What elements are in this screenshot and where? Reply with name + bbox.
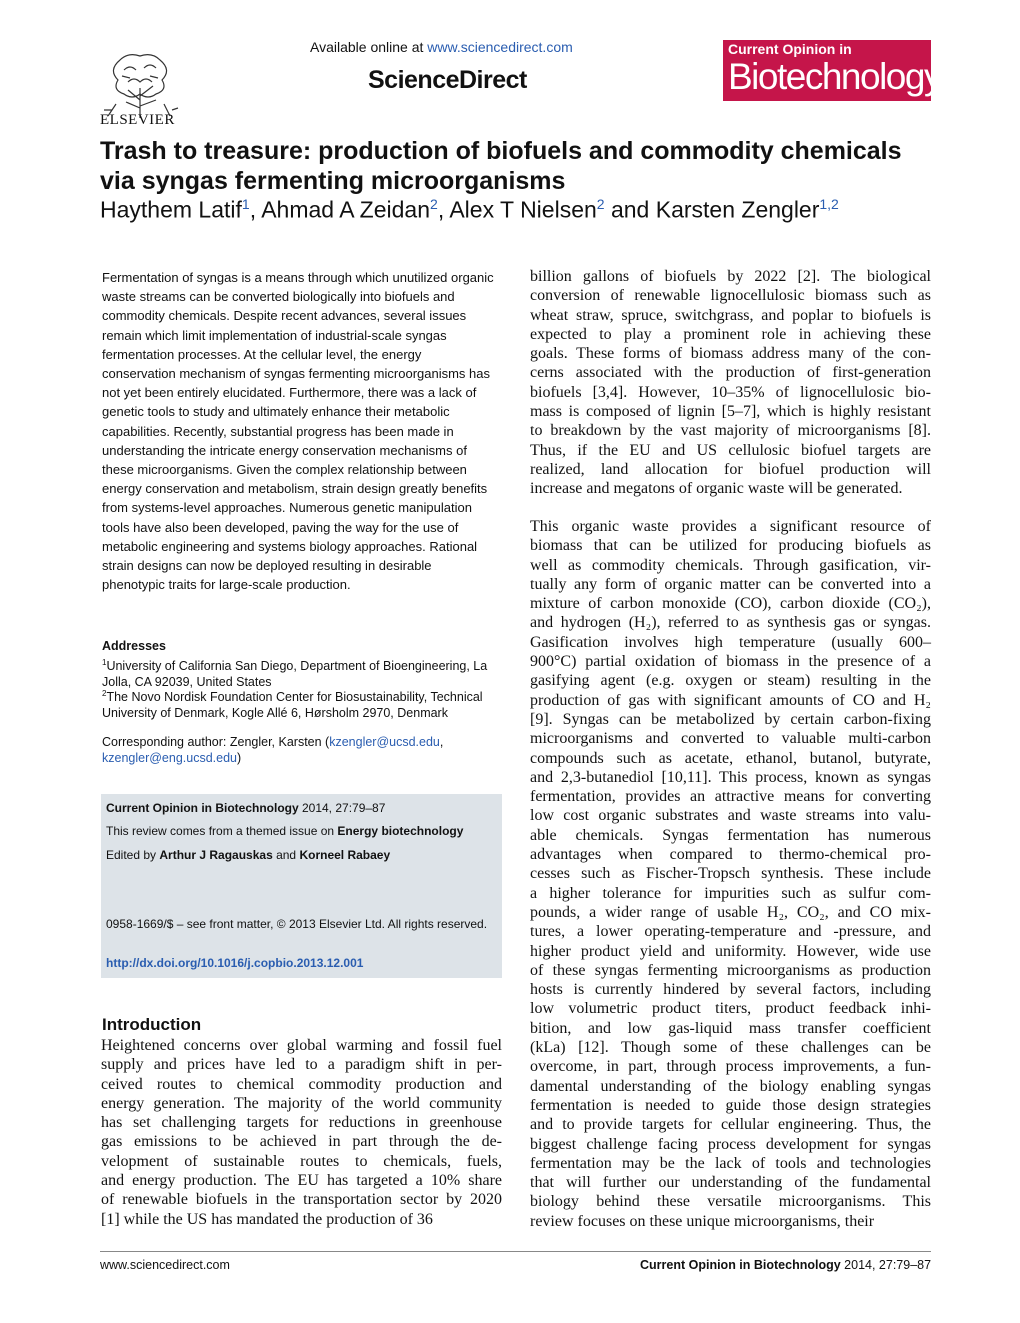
- text-line: gasifying agent (e.g. oxygen or steam) resulting in the: [530, 672, 931, 690]
- journal-banner-line2: Biotechnology: [728, 56, 941, 97]
- author-separator: ,: [249, 196, 262, 223]
- text-line: microorganisms and converted to valuable multi-carbon: [530, 730, 931, 748]
- editor-name: Arthur J Ragauskas: [159, 848, 273, 862]
- author-name: Ahmad A Zeidan: [261, 196, 431, 223]
- text-line: and energy production. The EU has targeted a 10% share: [101, 1172, 502, 1190]
- text-line: realized, land allocation for biofuel production will: [530, 460, 931, 478]
- text-line: able chemicals. Syngas fermentation has numerous: [530, 826, 931, 844]
- text-line: has set challenging targets for reductions in greenhouse: [101, 1114, 502, 1132]
- text-line: increase and megatons of organic waste will be generated.: [530, 480, 903, 498]
- footer-citation-details: 2014, 27:79–87: [840, 1258, 932, 1272]
- author-name: Karsten Zengler: [655, 196, 820, 223]
- text-line: biomass that can be utilized for producing biofuels as: [530, 537, 931, 555]
- text-line: cesses such as Fischer-Tropsch synthesis. These include: [530, 865, 931, 883]
- footer-journal: Current Opinion in Biotechnology: [640, 1258, 841, 1272]
- themed-issue: [106, 823, 498, 839]
- text-line: wheat straw, spruce, switchgrass, and poplar to biofuels is: [530, 306, 931, 324]
- text-line: review focuses on these unique microorganisms, their: [530, 1212, 875, 1230]
- text-line: Thus, if the EU and US cellulosic biofuel targets are: [530, 441, 931, 459]
- text-line: low volumetric product titers, product feedback inhi-: [530, 1000, 931, 1018]
- address-text: University of California San Diego, Department of Bioengineering, La Jolla, CA 92039, United States: [102, 659, 488, 690]
- text-line: 900°C) partial oxidation of biomass in the presence of a: [530, 653, 931, 671]
- text-line: advantages when compared to thermo-chemical pro-: [530, 846, 931, 864]
- text-line: tures, a lower operating-temperature and -pressure, and: [530, 923, 931, 941]
- themed-issue-prefix: This review comes from a themed issue on: [106, 824, 338, 838]
- text-line: of these syngas fermenting microorganisms as production: [530, 961, 931, 979]
- address-marker: 2: [102, 689, 107, 698]
- journal-banner: [723, 40, 941, 101]
- author-list: [100, 196, 839, 224]
- corresponding-suffix: ): [237, 751, 242, 765]
- column2-paragraph2: [530, 517, 931, 1231]
- text-line: velopment of sustainable routes to chemicals, fuels,: [101, 1152, 502, 1170]
- text-line: that will further our understanding of the fundamental: [530, 1174, 931, 1192]
- text-line: bition, and low gas-liquid mass transfer coefficient: [530, 1019, 931, 1037]
- text-line: [1] while the US has mandated the production of 36: [101, 1210, 433, 1228]
- text-line: Heightened concerns over global warming and fossil fuel: [101, 1037, 502, 1054]
- text-line: mass is composed of lignin [5–7], which is highly resistant: [530, 403, 931, 421]
- edited-by-prefix: Edited by: [106, 848, 160, 862]
- text-line: This organic waste provides a significant resource of: [530, 518, 931, 535]
- text-line: of renewable biofuels in the transportation sector by 2020: [101, 1191, 502, 1209]
- article-title: Trash to treasure: production of biofuels and commodity chemicals via syngas fermenting microorganisms: [100, 137, 902, 195]
- text-line: well as commodity chemicals. Through gasification, vir-: [530, 556, 931, 574]
- available-online: [310, 39, 573, 55]
- text-line: hosts is currently hindered by several factors, including: [530, 981, 931, 999]
- themed-issue-name: Energy biotechnology: [337, 824, 464, 838]
- text-line: pounds, a wider range of usable H₂, CO₂, and CO mix-: [530, 903, 931, 921]
- corresponding-separator: ,: [439, 735, 444, 749]
- text-line: and 2,3-butanediol [10,11]. This process, known as syngas: [530, 768, 931, 786]
- text-line: a higher tolerance for impurities such as sulfur com-: [530, 884, 931, 902]
- addresses-heading: Addresses: [102, 639, 166, 653]
- text-line: cerns associated with the production of first-generation: [530, 364, 931, 382]
- article-info-box: [101, 794, 502, 978]
- address-marker: 1: [102, 658, 107, 667]
- author-separator: ,: [437, 196, 450, 223]
- text-line: overcome, in part, through process improvements, a fun-: [530, 1058, 931, 1076]
- text-line: [9]. Syngas can be metabolized by certain carbon-fixing: [530, 710, 931, 728]
- editor-name: Korneel Rabaey: [299, 848, 391, 862]
- footer-citation: [640, 1258, 931, 1272]
- available-prefix: Available online at: [310, 39, 428, 55]
- text-line: fermentation is needed to guide those design strategies: [530, 1096, 931, 1114]
- text-line: biofuels [3,4]. However, 10–35% of lignocellulosic bio-: [530, 383, 931, 401]
- text-line: mixture of carbon monoxide (CO), carbon dioxide (CO₂),: [530, 595, 931, 613]
- text-line: conversion of renewable lignocellulosic biomass such as: [530, 287, 931, 305]
- text-line: billion gallons of biofuels by 2022 [2]. The biological: [530, 268, 931, 285]
- column2-paragraph1: [530, 267, 931, 499]
- abstract: Fermentation of syngas is a means through which unutilized organic waste streams can be converted biologically into biofuels and commodity chemicals. Despite recent advances, several issues remain which limit implementation of industrial-scale syngas fermentation processes. At the cellular level, the energy conservation mechanism of syngas fermenting microorganisms has not yet been entirely elucidated. Furthermore, there was a lack of genetic tools to study and ultimately enhance their metabolic capabilities. Recently, substantial progress has been made in understanding the intricate energy conservation mechanisms of these microorganisms. Given the complex relationship between energy conservation and metabolism, strain design greatly benefits from systems-level approaches. Numerous genetic manipulation tools have also been developed, paving the way for the use of metabolic engineering and systems biology approaches. Rational strain designs can now be deployed resulting in desirable phenotypic traits for large-scale production.: [102, 270, 494, 593]
- text-line: production of gas with significant amounts of CO and H₂: [530, 691, 931, 709]
- sciencedirect-brand: ScienceDirect: [368, 66, 527, 94]
- author-affiliation-link[interactable]: 1: [241, 196, 250, 212]
- author-name: Haythem Latif: [100, 196, 242, 223]
- journal-name: Current Opinion in Biotechnology: [106, 801, 299, 815]
- text-line: (kLa) [12]. Though some of these challenges can be: [530, 1039, 931, 1057]
- text-line: expected to play a prominent role in achieving these: [530, 325, 931, 343]
- text-line: gas emissions to be achieved in part through the de-: [101, 1133, 502, 1151]
- copyright: 0958-1669/$ – see front matter, © 2013 Elsevier Ltd. All rights reserved.: [106, 917, 488, 931]
- publisher-name: ELSEVIER: [100, 112, 175, 128]
- author-affiliation-link[interactable]: 1,2: [819, 196, 839, 212]
- text-line: biology behind these versatile microorganisms. This: [530, 1193, 931, 1211]
- text-line: fermentation, provides an attractive means for converting: [530, 788, 931, 806]
- citation-details: 2014, 27:79–87: [298, 801, 386, 815]
- text-line: and hydrogen (H₂), referred to as synthesis gas or syngas.: [530, 614, 931, 632]
- author-separator: and: [604, 196, 656, 223]
- email-link[interactable]: kzengler@eng.ucsd.edu: [102, 751, 237, 765]
- text-line: and to provide targets for cellular engineering. Thus, the: [530, 1116, 931, 1134]
- text-line: biggest challenge facing process development for syngas: [530, 1135, 931, 1153]
- editors-conjunction: and: [272, 848, 300, 862]
- author-affiliation-link[interactable]: 2: [430, 196, 438, 212]
- author-name: Alex T Nielsen: [449, 196, 597, 223]
- introduction-heading: Introduction: [102, 1015, 202, 1034]
- text-line: tually any form of organic matter can be converted into a: [530, 575, 931, 593]
- footer-divider: [100, 1251, 931, 1252]
- text-line: higher product yield and uniformity. However, wide use: [530, 942, 931, 960]
- footer-url: www.sciencedirect.com: [100, 1258, 230, 1272]
- corresponding-prefix: Corresponding author: Zengler, Karsten (: [102, 735, 330, 749]
- text-line: damental understanding of the biology enabling syngas: [530, 1077, 931, 1095]
- address-item: [102, 655, 498, 690]
- text-line: low cost organic substrates and waste streams into valu-: [530, 807, 931, 825]
- email-link[interactable]: kzengler@ucsd.edu: [329, 735, 440, 749]
- corresponding-author: [102, 734, 498, 766]
- journal-citation: [106, 800, 498, 816]
- address-item: [102, 686, 498, 721]
- sciencedirect-link[interactable]: www.sciencedirect.com: [427, 39, 573, 55]
- editors: [106, 847, 498, 863]
- address-text: The Novo Nordisk Foundation Center for Biosustainability, Technical University of Denmark, Kogle Allé 6, Hørsholm 2970, Denmark: [102, 690, 483, 721]
- author-affiliation-link[interactable]: 2: [596, 196, 605, 212]
- text-line: compounds such as acetate, ethanol, butanol, butyrate,: [530, 749, 931, 767]
- text-line: Gasification involves high temperature (usually 600–: [530, 633, 931, 651]
- text-line: goals. These forms of biomass address many of the con-: [530, 345, 931, 363]
- text-line: fermentation may be the lack of tools and technologies: [530, 1154, 931, 1172]
- text-line: ceived routes to chemical commodity production and: [101, 1075, 502, 1093]
- text-line: supply and prices have led to a paradigm shift in per-: [101, 1056, 502, 1074]
- doi-link[interactable]: http://dx.doi.org/10.1016/j.copbio.2013.12.001: [106, 956, 364, 970]
- introduction-body: [101, 1036, 502, 1229]
- journal-banner-line1: Current Opinion in: [728, 41, 852, 57]
- text-line: to breakdown by the vast majority of microorganisms [8].: [530, 422, 931, 440]
- text-line: energy generation. The majority of the world community: [101, 1094, 502, 1112]
